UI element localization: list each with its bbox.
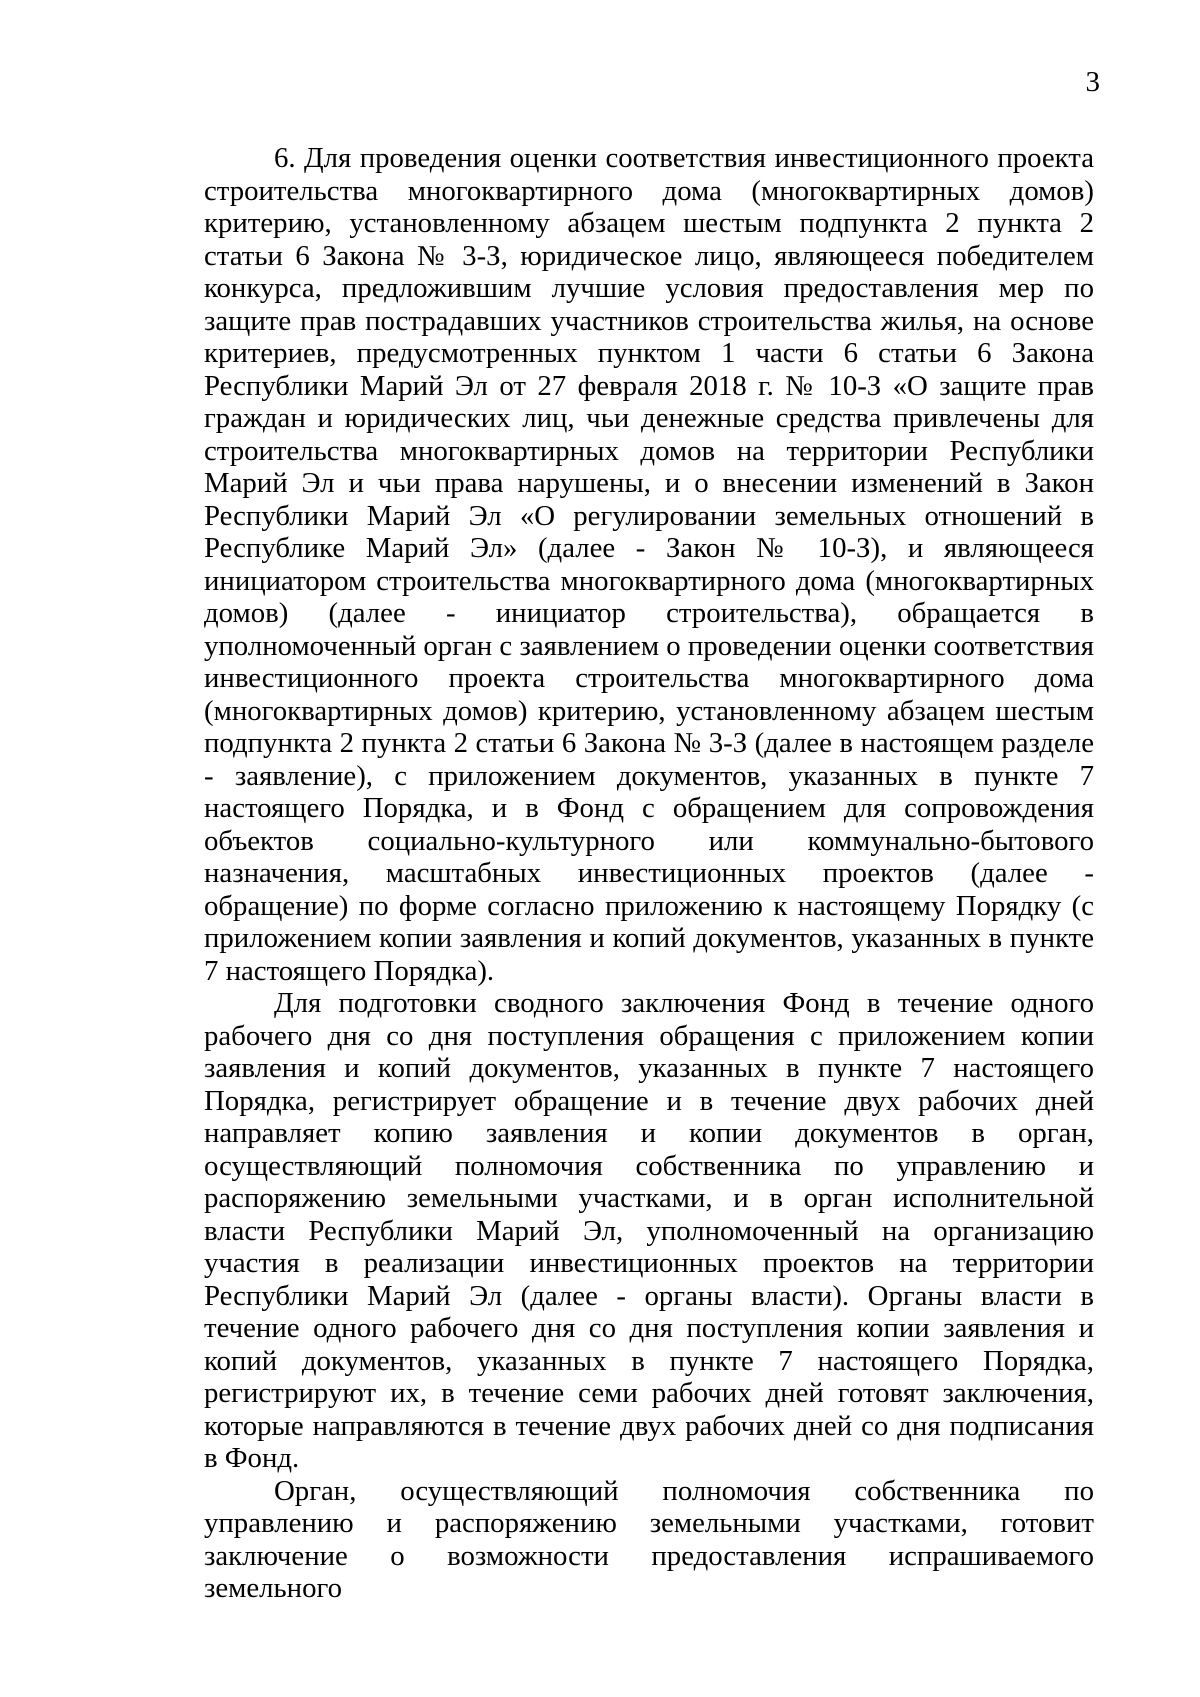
page-number: 3 (1085, 66, 1100, 98)
paragraph-fund-preparation: Для подготовки сводного заключения Фонд в течение одного рабочего дня со дня поступления обращения с приложением копии заявления и копий документов, указанных в пункте 7 настоящего Порядка, регистрирует обращение и в течение двух рабочих дней направляет копию заявления и копии документов в орган, осуществляющий полномочия собственника по управлению и распоряжению земельными участками, и в орган исполнительной власти Республики Марий Эл, уполномоченный на организацию участия в реализации инвестиционных проектов на территории Республики Марий Эл (далее - органы власти). Органы власти в течение одного рабочего дня со дня поступления копии заявления и копий документов, указанных в пункте 7 настоящего Порядка, регистрируют их, в течение семи рабочих дней готовят заключения, которые направляются в течение двух рабочих дней со дня подписания в Фонд. (204, 987, 1094, 1474)
paragraph-6: 6. Для проведения оценки соответствия инвестиционного проекта строительства многоквартирного дома (многоквартирных домов) критерию, установленному абзацем шестым подпункта 2 пункта 2 статьи 6 Закона № 3-З, юридическое лицо, являющееся победителем конкурса, предложившим лучшие условия предоставления мер по защите прав пострадавших участников строительства жилья, на основе критериев, предусмотренных пунктом 1 части 6 статьи 6 Закона Республики Марий Эл от 27 февраля 2018 г. № 10-З «О защите прав граждан и юридических лиц, чьи денежные средства привлечены для строительства многоквартирных домов на территории Республики Марий Эл и чьи права нарушены, и о внесении изменений в Закон Республики Марий Эл «О регулировании земельных отношений в Республике Марий Эл» (далее - Закон № 10-З), и являющееся инициатором строительства многоквартирного дома (многоквартирных домов) (далее - инициатор строительства), обращается в уполномоченный орган с заявлением о проведении оценки соответствия инвестиционного проекта строительства многоквартирного дома (многоквартирных домов) критерию, установленному абзацем шестым подпункта 2 пункта 2 статьи 6 Закона № 3-З (далее в настоящем разделе - заявление), с приложением документов, указанных в пункте 7 настоящего Порядка, и в Фонд с обращением для сопровождения объектов социально-культурного или коммунально-бытового назначения, масштабных инвестиционных проектов (далее - обращение) по форме согласно приложению к настоящему Порядку (с приложением копии заявления и копий документов, указанных в пункте 7 настоящего Порядка). (204, 142, 1094, 987)
paragraph-land-authority: Орган, осуществляющий полномочия собственника по управлению и распоряжению земельными участками, готовит заключение о возможности предоставления испрашиваемого земельного (204, 1474, 1094, 1604)
document-body (204, 142, 1094, 1605)
